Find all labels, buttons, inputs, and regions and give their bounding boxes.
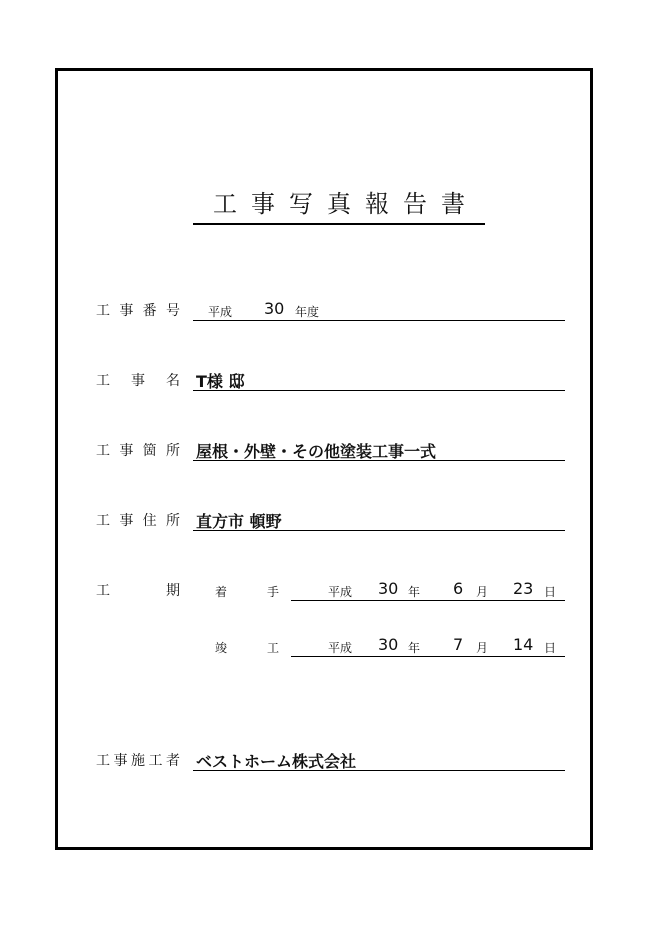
project-name-label: 工 事 名: [96, 373, 180, 389]
project-address-underline: [193, 530, 565, 531]
document-title: 工事写真報告書: [193, 184, 485, 225]
project-name-underline: [193, 390, 565, 391]
period-end-day-unit: 日: [544, 641, 557, 655]
project-number-underline: [193, 320, 565, 321]
project-location-value: 屋根・外壁・その他塗装工事一式: [196, 442, 437, 461]
contractor-underline: [193, 770, 565, 771]
period-start-year-unit: 年: [408, 585, 421, 599]
project-address-value: 直方市 頓野: [196, 512, 282, 531]
period-end-month-unit: 月: [476, 641, 489, 655]
period-start-month: 6: [453, 579, 464, 598]
period-start-day-unit: 日: [544, 585, 557, 599]
period-start-underline: [291, 600, 565, 601]
project-location-label: 工 事 箇 所: [96, 443, 180, 459]
period-end-year-unit: 年: [408, 641, 421, 655]
period-start-label: 着 手: [215, 585, 279, 599]
period-label: 工 期: [96, 583, 180, 599]
period-end-label: 竣 工: [215, 641, 279, 655]
period-end-year: 30: [378, 635, 399, 654]
period-start-month-unit: 月: [476, 585, 489, 599]
period-end-day: 14: [513, 635, 534, 654]
period-end-era: 平成: [328, 641, 353, 655]
contractor-value: ベストホーム株式会社: [196, 752, 357, 771]
project-number-year: 30: [264, 299, 285, 318]
period-end-underline: [291, 656, 565, 657]
project-number-era: 平成: [208, 305, 233, 319]
project-address-label: 工 事 住 所: [96, 513, 180, 529]
project-number-label: 工 事 番 号: [96, 303, 180, 319]
period-start-year: 30: [378, 579, 399, 598]
project-name-value: T様 邸: [196, 372, 245, 391]
contractor-label: 工 事 施 工 者: [96, 753, 180, 769]
period-end-month: 7: [453, 635, 464, 654]
project-location-underline: [193, 460, 565, 461]
period-start-era: 平成: [328, 585, 353, 599]
project-number-year-unit: 年度: [295, 305, 320, 319]
period-start-day: 23: [513, 579, 534, 598]
